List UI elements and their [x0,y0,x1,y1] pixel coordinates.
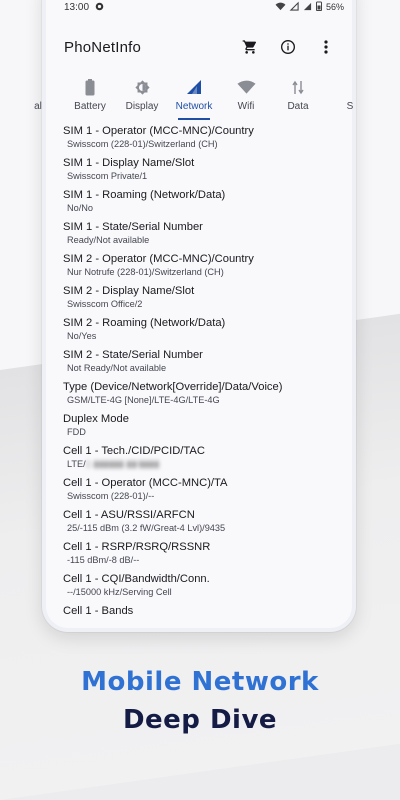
item-label: Cell 1 - CQI/Bandwidth/Conn. [63,573,210,585]
item-value: -115 dBm/-8 dB/-- [67,555,140,565]
list-item [63,508,352,535]
list-item [63,348,352,375]
cart-button[interactable] [240,37,260,57]
item-label: SIM 1 - State/Serial Number [63,221,203,233]
tab-battery[interactable] [64,74,116,120]
item-label: SIM 1 - Roaming (Network/Data) [63,189,226,201]
item-value: --/15000 kHz/Serving Cell [67,587,172,597]
item-value: GSM/LTE-4G [None]/LTE-4G/LTE-4G [67,395,220,405]
battery-icon [85,78,95,96]
item-label: Cell 1 - RSRP/RSRQ/RSSNR [63,541,211,553]
item-label: SIM 2 - Display Name/Slot [63,285,195,297]
tab-partial-left[interactable] [12,74,64,120]
list-item [63,220,352,247]
promo-headline-line1: Mobile Network [81,667,319,697]
item-label: Cell 1 - Bands [63,605,134,617]
item-label: SIM 2 - State/Serial Number [63,349,203,361]
app-toolbar [46,20,352,74]
tab-label: Wifi [237,101,255,112]
item-value: 25/-115 dBm (3.2 fW/Great-4 Lvl)/9435 [67,523,226,533]
item-label: SIM 2 - Roaming (Network/Data) [63,317,226,329]
list-item [63,572,352,599]
app-title: PhoNetInfo [64,38,142,56]
list-item [63,380,352,407]
tab-partial-right[interactable] [324,74,376,120]
list-item [63,284,352,311]
item-value: Swisscom (228-01)/-- [67,491,155,501]
item-value: No/Yes [67,331,97,341]
item-value: Swisscom (228-01)/Switzerland (CH) [67,139,218,149]
tab-wifi[interactable] [220,74,272,120]
data-arrows-icon [292,78,304,96]
list-item [63,444,352,471]
item-label: Cell 1 - Tech./CID/PCID/TAC [63,445,205,457]
app-notification-icon [95,2,104,13]
network-info-list [46,120,352,618]
item-label: SIM 1 - Operator (MCC-MNC)/Country [63,125,254,137]
status-time: 13:00 [64,1,90,13]
tab-label: Battery [74,101,106,112]
info-button[interactable] [278,37,298,57]
list-item [63,540,352,567]
battery-status-icon [316,1,322,13]
tab-label: al [34,101,42,112]
item-label: SIM 2 - Operator (MCC-MNC)/Country [63,253,254,265]
phone-screen [34,0,354,628]
wifi-status-icon [275,2,286,13]
list-item [63,188,352,215]
item-label: Cell 1 - ASU/RSSI/ARFCN [63,509,195,521]
item-value [63,458,352,471]
item-label: SIM 1 - Display Name/Slot [63,157,195,169]
tab-bar [12,74,352,120]
overflow-menu-button[interactable] [316,37,336,57]
cart-icon [242,39,258,55]
wifi-icon [237,78,256,96]
battery-percentage: 56% [325,2,344,12]
list-item [63,252,352,279]
display-icon [134,78,151,96]
signal-sim1-icon [290,2,299,13]
list-item [63,156,352,183]
item-value: FDD [67,427,86,437]
item-value: Swisscom Private/1 [67,171,148,181]
cell-tech-value: LTE/ [67,459,86,469]
tab-label: Data [287,101,309,112]
status-bar [46,0,352,14]
info-icon [280,39,296,55]
list-item [63,412,352,439]
item-label: Cell 1 - Operator (MCC-MNC)/TA [63,477,228,489]
list-item [63,316,352,343]
more-vert-icon [324,40,328,54]
list-item [63,604,352,618]
tab-network[interactable] [168,74,220,120]
tab-display[interactable] [116,74,168,120]
tab-label: Network [175,101,213,112]
signal-sim2-icon [303,2,312,13]
tab-label: S [346,101,354,112]
item-label: Type (Device/Network[Override]/Data/Voice) [63,381,283,393]
item-value: Nur Notrufe (228-01)/Switzerland (CH) [67,267,224,277]
item-value: Not Ready/Not available [67,363,167,373]
item-value: Swisscom Office/2 [67,299,143,309]
tab-data[interactable] [272,74,324,120]
item-label: Duplex Mode [63,413,129,425]
tab-label: Display [125,101,159,112]
promo-headline-line2: Deep Dive [122,705,278,735]
network-signal-icon [186,78,202,96]
list-item [63,124,352,151]
redacted-cell-id: 1 ▮▮▮▮▮▮ ▮▮/▮▮▮▮ [85,459,160,469]
list-item [63,476,352,503]
item-value: Ready/Not available [67,235,150,245]
item-value: No/No [67,203,94,213]
